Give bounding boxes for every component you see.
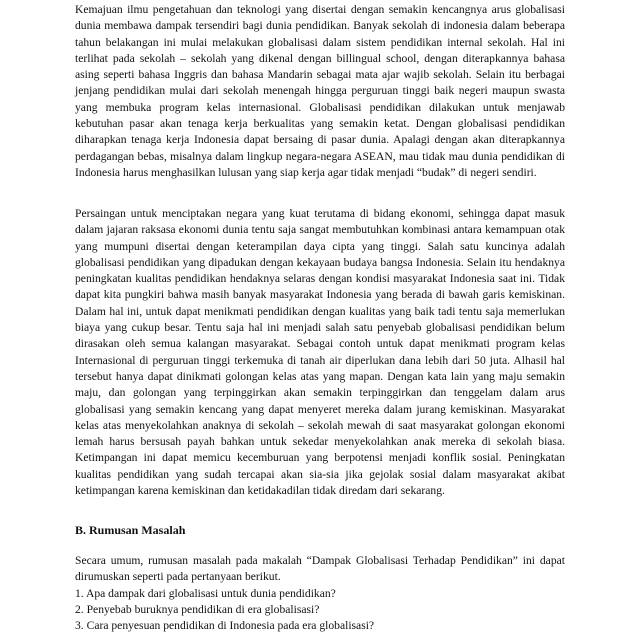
paragraph-globalisasi-pendidikan: Kemajuan ilmu pengetahuan dan teknologi yang disertai dengan semakin kencangnya arus globalisasi dunia membawa dampak tersendiri bagi dunia pendidikan. Banyak sekolah di indonesia dalam beberapa tahun belakangan ini mulai melakukan globalisasi dalam sistem pendidikan internal sekolah. Hal ini terlihat pada sekolah – sekolah yang dikenal dengan billingual school, dengan diterapkannya bahasa asing seperti bahasa Inggris dan bahasa Mandarin sebagai mata ajar wajib sekolah. Selain itu berbagai jenjang pendidikan mulai dari sekolah menengah hingga perguruan tinggi baik negeri maupun swasta yang membuka program kelas internasional. Globalisasi pendidikan dilakukan untuk menjawab kebutuhan pasar akan tenaga kerja berkualitas yang semakin ketat. Dengan globalisasi pendidikan diharapkan tenaga kerja Indonesia dapat bersaing di pasar dunia. Apalagi dengan akan diterapkannya perdagangan bebas, misalnya dalam lingkup negara-negara ASEAN, mau tidak mau dunia pendidikan di Indonesia harus menghasilkan lulusan yang siap kerja agar tidak menjadi “budak” di negeri sendiri. — [75, 3, 565, 179]
section-heading-rumusan-masalah: B. Rumusan Masalah — [75, 523, 186, 537]
list-item-question-2: 2. Penyebab buruknya pendidikan di era globalisasi? — [75, 602, 320, 616]
paragraph-persaingan-ekonomi: Persaingan untuk menciptakan negara yang kuat terutama di bidang ekonomi, sehingga dapat masuk dalam jajaran raksasa ekonomi dunia tentu saja sangat membutuhkan kombinasi antara kemampuan otak yang mumpuni disertai dengan keterampilan daya cipta yang tinggi. Salah satu kuncinya adalah globalisasi pendidikan yang dipadukan dengan kekayaan budaya bangsa Indonesia. Selain itu hendaknya peningkatan kualitas pendidikan hendaknya selaras dengan kondisi masyarakat Indonesia saat ini. Tidak dapat kita pungkiri bahwa masih banyak masyarakat Indonesia yang berada di bawah garis kemiskinan. Dalam hal ini, untuk dapat menikmati pendidikan dengan kualitas yang baik tadi tentu saja memerlukan biaya yang cukup besar. Tentu saja hal ini menjadi salah satu penyebab globalisasi pendidikan belum dirasakan oleh semua kalangan masyarakat. Sebagai contoh untuk dapat menikmati program kelas Internasional di perguruan tinggi terkemuka di tanah air diperlukan dana lebih dari 50 juta. Alhasil hal tersebut hanya dapat dinikmati golongan kelas atas yang mapan. Dengan kata lain yang maju semakin maju, dan golongan yang terpinggirkan akan semakin terpinggirkan dan tenggelam dalam arus globalisasi yang semakin kencang yang dapat menyeret mereka dalam jurang kemiskinan. Masyarakat kelas atas menyekolahkan anaknya di sekolah – sekolah mewah di saat masyarakat golongan ekonomi lemah harus bersusah payah bahkan untuk sekedar menyekolahkan anak mereka di sekolah biasa. Ketimpangan ini dapat memicu kecemburuan yang berpotensi menjadi konflik sosial. Peningkatan kualitas pendidikan yang sudah tercapai akan sia-sia jika gejolak sosial dalam masyarakat akibat ketimpangan karena kemiskinan dan ketidakadilan tidak diredam dari sekarang. — [75, 207, 565, 498]
question-list — [75, 586, 565, 634]
paragraph-rumusan-intro: Secara umum, rumusan masalah pada makalah “Dampak Globalisasi Terhadap Pendidikan” ini dapat dirumuskan seperti pada pertanyaan berikut. — [75, 554, 565, 584]
list-item-question-3: 3. Cara penyesuan pendidikan di Indonesia pada era globalisasi? — [75, 619, 375, 633]
list-item-question-1: 1. Apa dampak dari globalisasi untuk dunia pendidikan? — [75, 586, 336, 600]
rumusan-masalah-section — [75, 553, 565, 634]
